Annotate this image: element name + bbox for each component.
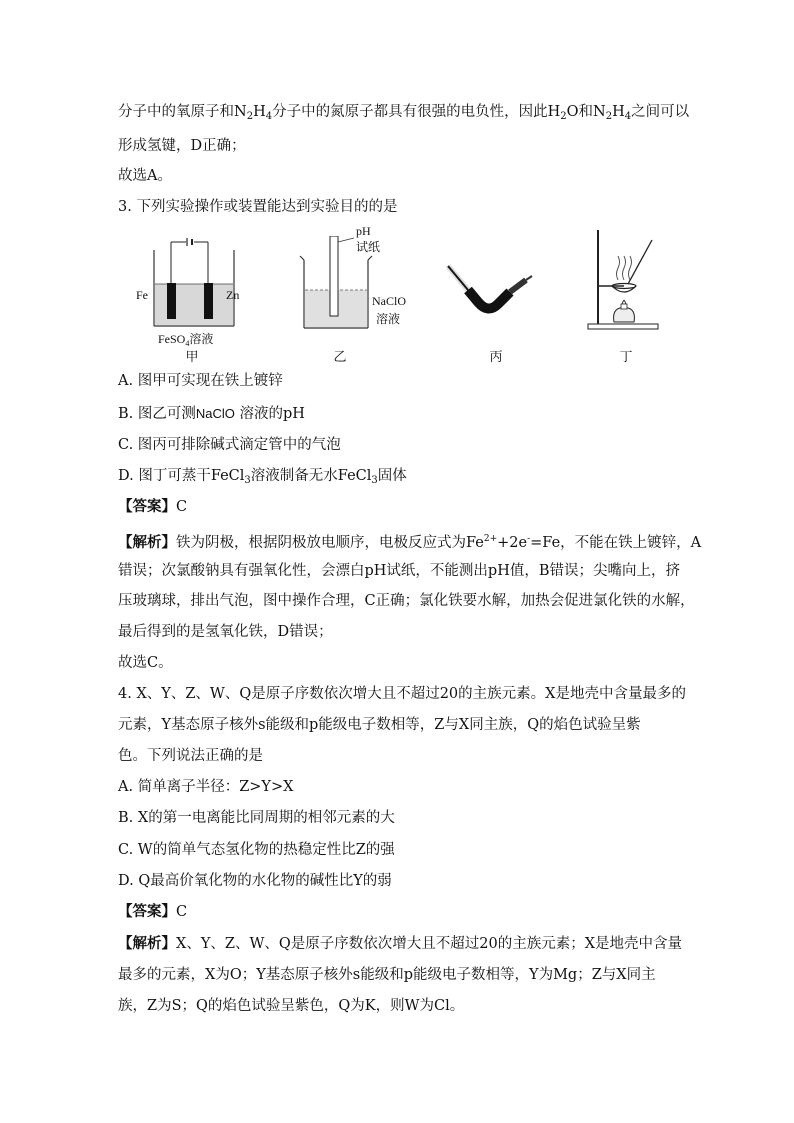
- q4-answer: 【答案】C: [118, 903, 188, 920]
- q3-answer: 【答案】C: [118, 498, 188, 515]
- q4-stem-line-2: 元素，Y基态原子核外s能级和p能级电子数相等，Z与X同主族，Q的焰色试验呈紫: [118, 717, 641, 733]
- q4-analysis-line-3: 族，Z为S；Q的焰色试验呈紫色，Q为K，则W为Cl。: [118, 998, 465, 1014]
- q4-stem-line-3: 色。下列说法正确的是: [118, 748, 263, 764]
- fig-jia-caption: 甲: [185, 350, 199, 365]
- q4-option-b: B. X的第一电离能比同周期的相邻元素的大: [118, 810, 395, 826]
- q3-option-a: A. 图甲可实现在铁上镀锌: [118, 373, 283, 389]
- fig-jia-solution-label: FeSO$_4$溶液: [158, 332, 214, 348]
- q4-option-c: C. W的简单气态氢化物的热稳定性比Z的强: [118, 842, 395, 858]
- q3-option-b: B. 图乙可测NaClO 溶液的pH: [118, 406, 305, 422]
- q4-option-a: A. 简单离子半径：Z>Y>X: [118, 779, 294, 795]
- q4-analysis-line-1: 【解析】X、Y、Z、W、Q是原子序数依次增大且不超过20的主族元素；X是地壳中含量: [118, 935, 683, 952]
- q3-analysis-line-2: 错误；次氯酸钠具有强氧化性，会漂白pH试纸，不能测出pH值，B错误；尖嘴向上，挤: [118, 563, 681, 579]
- q3-analysis-line-1: 【解析】铁为阴极，根据阴极放电顺序，电极反应式为$Fe^{2+}+2e^-=Fe$，不能在铁上镀锌，A: [118, 534, 702, 551]
- fig-yi-caption: 乙: [333, 350, 347, 365]
- q3-option-d: D. 图丁可蒸干FeCl$_3$溶液制备无水FeCl$_3$固体: [118, 468, 407, 486]
- fig-yi-paper-label: 试纸: [356, 240, 381, 254]
- q3-analysis-line-4: 最后得到的是氢氧化铁，D错误；: [118, 624, 333, 640]
- fig-bing-caption: 丙: [489, 350, 503, 365]
- q4-stem-line-1: 4. X、Y、Z、W、Q是原子序数依次增大且不超过20的主族元素。X是地壳中含量最多的: [118, 686, 686, 702]
- q4-analysis-line-2: 最多的元素，X为O；Y基态原子核外s能级和p能级电子数相等，Y为Mg；Z与X同主: [118, 967, 656, 983]
- fig-yi-solution-label: 溶液: [376, 312, 401, 326]
- prev-line-3: 故选A。: [118, 168, 172, 184]
- figure-jia-electroplating: [134, 238, 254, 336]
- fig-yi-ph-label: pH: [356, 224, 371, 238]
- fig-jia-fe-label: Fe: [136, 288, 148, 302]
- q4-option-d: D. Q最高价氧化物的水化物的碱性比Y的弱: [118, 873, 392, 889]
- q3-stem: 3. 下列实验操作或装置能达到实验目的的是: [118, 199, 398, 215]
- fig-ding-caption: 丁: [619, 350, 633, 365]
- q3-option-c: C. 图丙可排除碱式滴定管中的气泡: [118, 437, 341, 453]
- figure-ding-evaporation: [584, 226, 664, 330]
- q3-analysis-line-3: 压玻璃球，排出气泡，图中操作合理，C正确；氯化铁要水解，加热会促进氯化铁的水解，: [118, 593, 695, 609]
- prev-line-2: 形成氢键，D正确；: [118, 138, 246, 154]
- figure-bing-burette: [444, 262, 536, 324]
- prev-line-1: 分子中的氧原子和$N_2H_4$分子中的氮原子都具有很强的电负性，因此$H_2O$和$N_2H_4$之间可以: [118, 104, 690, 122]
- fig-yi-naclo-label: NaClO: [372, 294, 406, 308]
- q3-analysis-line-5: 故选C。: [118, 655, 173, 671]
- fig-jia-zn-label: Zn: [226, 288, 240, 302]
